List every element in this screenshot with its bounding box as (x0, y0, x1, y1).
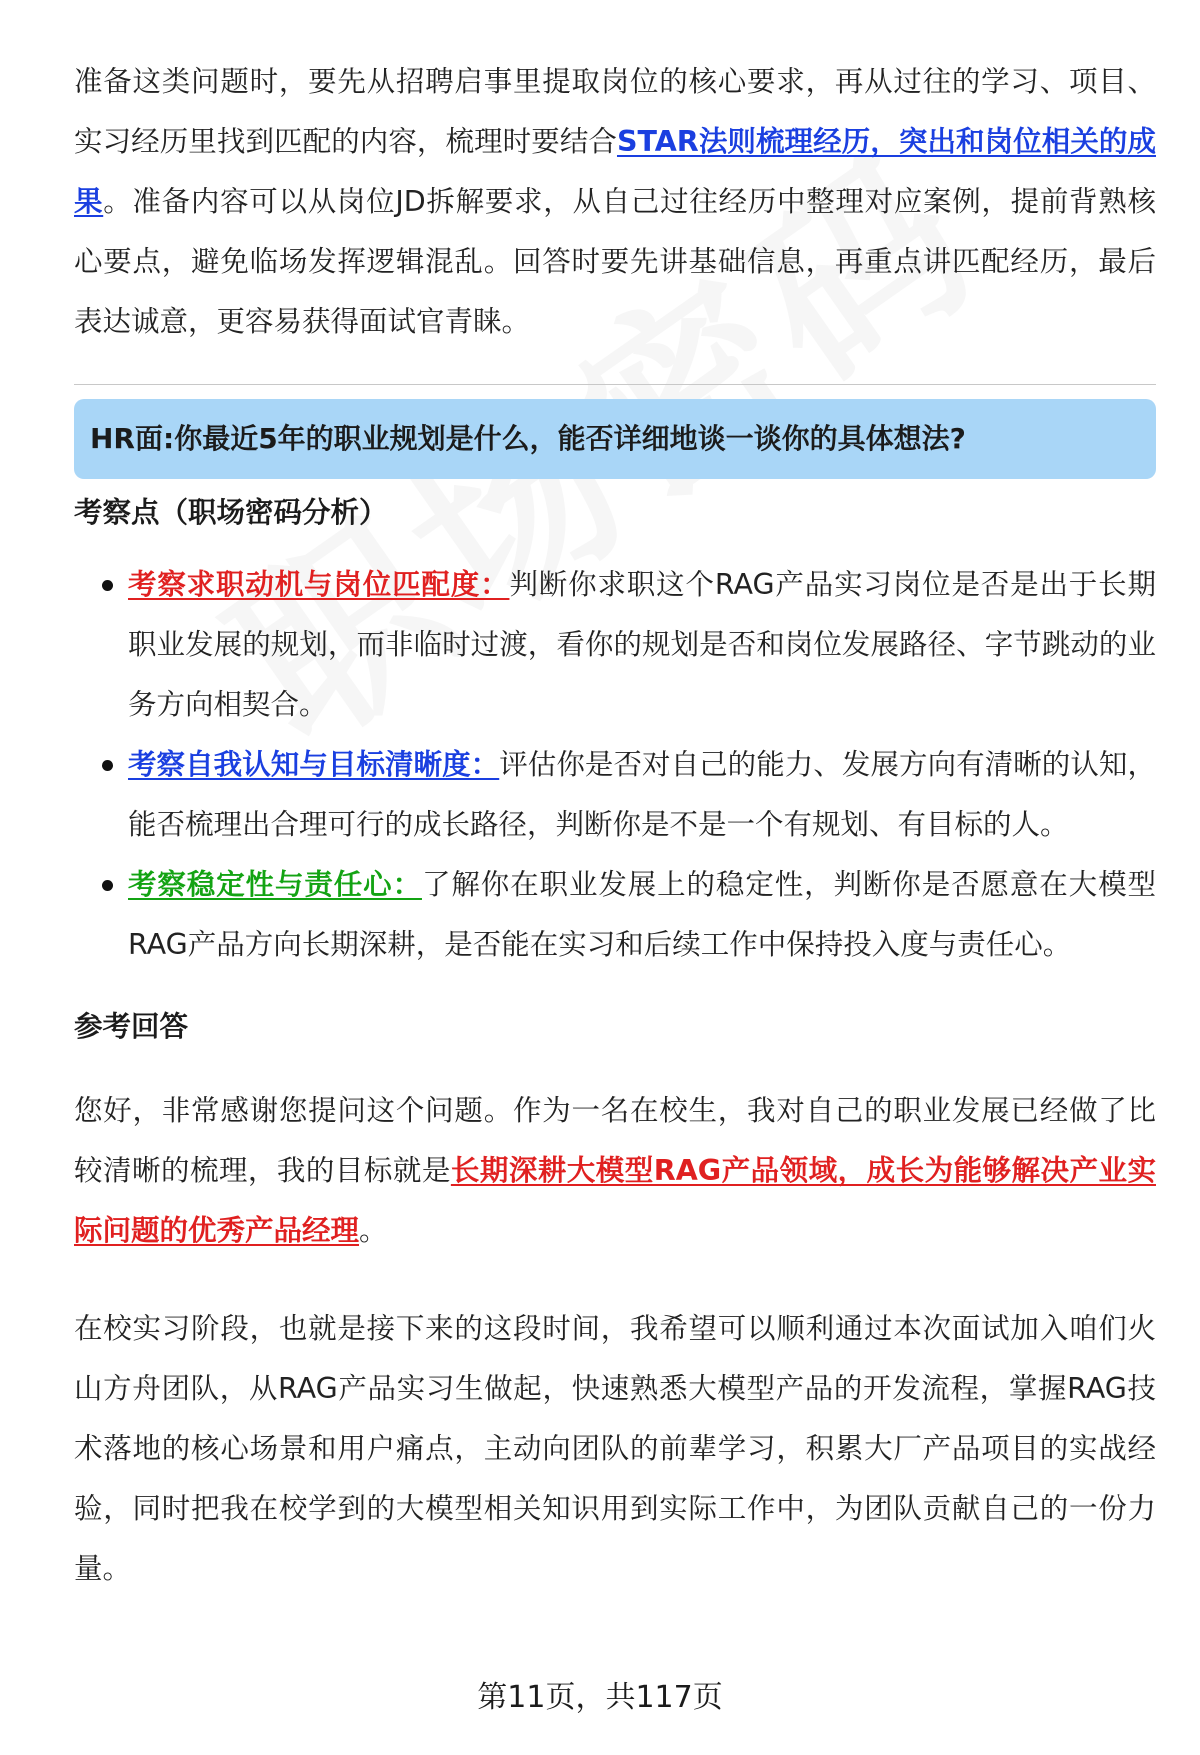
answer-text-1: 您好，非常感谢您提问这个问题。作为一名在校生，我对自己的职业发展已经做了比较清晰的梳理，我的目标就是 (74, 1094, 1156, 1187)
analysis-point-stability (74, 855, 1156, 975)
analysis-list (74, 555, 1156, 975)
bullet-icon (102, 880, 113, 891)
intro-text-1: 准备这类问题时，要先从招聘启事里提取岗位的核心要求，再从过往的学习、项目、实习经历里找到匹配的内容，梳理时要结合 (74, 65, 1156, 158)
answer-highlight: 长期深耕大模型RAG产品领域，成长为能够解决产业实际问题的优秀产品经理 (74, 1154, 1156, 1247)
analysis-point-title: 考察稳定性与责任心： (128, 868, 422, 901)
analysis-point-motivation (74, 555, 1156, 735)
bullet-icon (102, 580, 113, 591)
analysis-point-text: 评估你是否对自己的能力、发展方向有清晰的认知，能否梳理出合理可行的成长路径，判断你是不是一个有规划、有目标的人。 (128, 748, 1156, 841)
answer-paragraph-1 (74, 1081, 1156, 1261)
intro-highlight: STAR法则梳理经历，突出和岗位相关的成果 (74, 125, 1156, 218)
analysis-point-title: 考察求职动机与岗位匹配度： (128, 568, 510, 601)
answer-heading: 参考回答 (74, 1010, 189, 1043)
document-body (74, 52, 1156, 1599)
analysis-point-self-awareness (74, 735, 1156, 855)
answer-text-2: 。 (359, 1214, 388, 1247)
analysis-point-title: 考察自我认知与目标清晰度： (128, 748, 500, 781)
intro-text-2: 。准备内容可以从岗位JD拆解要求，从自己过往经历中整理对应案例，提前背熟核心要点，避免临场发挥逻辑混乱。回答时要先讲基础信息，再重点讲匹配经历，最后表达诚意，更容易获得面试官青睐。 (74, 185, 1156, 338)
intro-paragraph (74, 52, 1156, 352)
analysis-heading: 考察点（职场密码分析） (74, 496, 388, 529)
bullet-icon (102, 760, 113, 771)
section-divider (74, 384, 1156, 385)
question-box: HR面:你最近5年的职业规划是什么，能否详细地谈一谈你的具体想法? (74, 399, 1156, 479)
analysis-point-text: 了解你在职业发展上的稳定性，判断你是否愿意在大模型RAG产品方向长期深耕，是否能在实习和后续工作中保持投入度与责任心。 (128, 868, 1156, 961)
analysis-point-text: 判断你求职这个RAG产品实习岗位是否是出于长期职业发展的规划，而非临时过渡，看你的规划是否和岗位发展路径、字节跳动的业务方向相契合。 (128, 568, 1156, 721)
answer-paragraph-2: 在校实习阶段，也就是接下来的这段时间，我希望可以顺利通过本次面试加入咱们火山方舟团队，从RAG产品实习生做起，快速熟悉大模型产品的开发流程，掌握RAG技术落地的核心场景和用户痛点，主动向团队的前辈学习，积累大厂产品项目的实战经验，同时把我在校学到的大模型相关知识用到实际工作中，为团队贡献自己的一份力量。 (74, 1312, 1156, 1585)
page-number: 第11页，共117页 (477, 1680, 723, 1715)
